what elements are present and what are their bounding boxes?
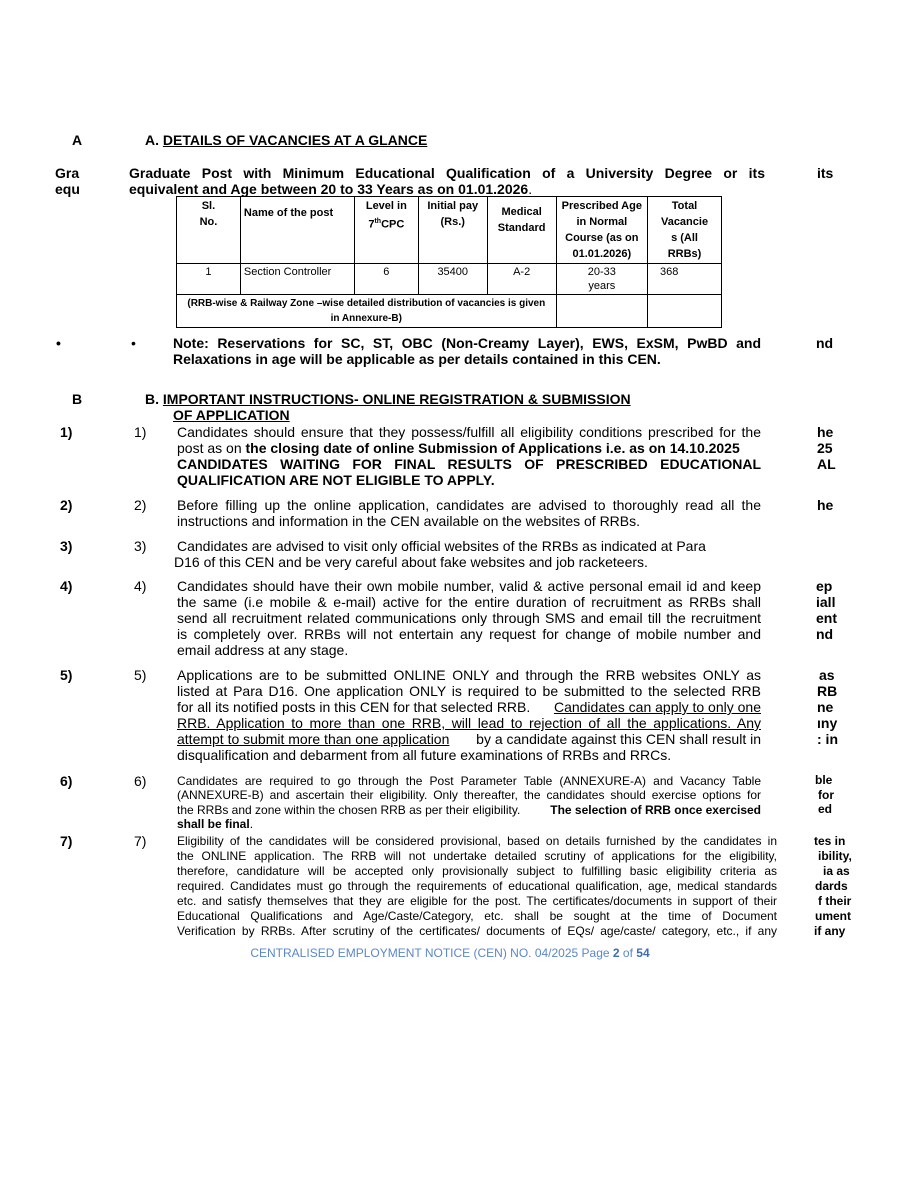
vacancy-table <box>176 196 722 328</box>
instruction-2-line1: Before filling up the online application, candidates are advised to thoroughly read all the <box>177 497 761 513</box>
ghost-num: 1) <box>60 424 73 440</box>
instruction-3-number: 3) <box>134 538 147 554</box>
instruction-5-line6: disqualification and debarment from all future examinations of RRBs and RRCs. <box>177 747 672 763</box>
ghost-text: f their <box>818 894 852 908</box>
col-header-total-vacancies <box>648 197 722 264</box>
instruction-text: post as on <box>177 440 246 456</box>
header-text: Total <box>671 200 698 212</box>
ghost-text: its <box>817 165 834 181</box>
intro-period: . <box>528 181 533 197</box>
cell-post-name: Section Controller <box>240 264 354 295</box>
header-text: Medical <box>501 206 542 218</box>
ghost-text: ibility, <box>818 849 852 863</box>
ghost-text: as <box>819 667 835 683</box>
instruction-bold-text: shall be final <box>177 817 250 831</box>
ghost-text: ia as <box>823 864 850 878</box>
instruction-7-line7: Verification by RRBs. After scrutiny of the certificates/ documents of EQs/ age/caste/ category, etc., if any <box>177 924 777 938</box>
instruction-1-line1: Candidates should ensure that they possess/fulfill all eligibility conditions prescribed for the <box>177 424 761 440</box>
ghost-text: RB <box>817 683 838 699</box>
instruction-4-line4: is completely over. RRBs will not entertain any request for change of mobile number and <box>177 626 761 642</box>
header-text: in Normal <box>576 216 628 228</box>
cell-prescribed-age <box>556 264 647 295</box>
header-text: Sl. <box>201 200 216 212</box>
instruction-3-line1: Candidates are advised to visit only official websites of the RRBs as indicated at Para <box>177 538 706 554</box>
header-text: (Rs.) <box>440 216 465 228</box>
instruction-text: for all its notified posts in this CEN for that selected RRB. <box>177 699 531 715</box>
section-b-title-line2: OF APPLICATION <box>173 407 290 423</box>
ghost-num: 2) <box>60 497 73 513</box>
instruction-6-number: 6) <box>134 773 147 789</box>
cell-medical-standard: A-2 <box>487 264 556 295</box>
ghost-text: ıny <box>817 715 838 731</box>
instruction-7-line3: therefore, candidature will be accepted only provisionally subject to fulfilling basic eligibility criteria as <box>177 864 777 878</box>
table-footnote-row <box>177 295 722 328</box>
bullet-icon: • <box>131 335 136 351</box>
ghost-section-letter-b: B <box>72 391 83 407</box>
instruction-5-number: 5) <box>134 667 147 683</box>
table-footnote <box>177 295 557 328</box>
header-text: 01.01.2026) <box>572 248 632 260</box>
cell-text: 20-33 <box>587 266 616 278</box>
instruction-bold-text: the closing date of online Submission of Applications i.e. as on 14.10.2025 <box>245 440 740 456</box>
col-header-post-name: Name of the post <box>240 197 354 264</box>
instruction-2-number: 2) <box>134 497 147 513</box>
instruction-5-line2: listed at Para D16. One application ONLY is required to be submitted to the selected RRB <box>177 683 761 699</box>
ghost-text: equ <box>55 181 80 197</box>
instruction-7-line1: Eligibility of the candidates will be considered provisional, based on details furnished by the candidates in <box>177 834 777 848</box>
ghost-text: ep <box>816 578 833 594</box>
col-header-initial-pay <box>418 197 487 264</box>
header-text: s (All <box>671 232 698 244</box>
ghost-text: nd <box>816 335 834 351</box>
header-text: Prescribed Age <box>561 200 642 212</box>
ghost-text: ne <box>817 699 834 715</box>
section-a-intro-line2 <box>129 181 532 197</box>
instruction-7-number: 7) <box>134 833 147 849</box>
header-text <box>358 214 415 233</box>
note-line2: Relaxations in age will be applicable as per details contained in this CEN. <box>173 351 661 367</box>
instruction-5-line4: RRB. Application to more than one RRB, will lead to rejection of all the applications. Any <box>177 715 761 731</box>
instruction-4-number: 4) <box>134 578 147 594</box>
header-text: 7 <box>368 218 375 231</box>
section-a-label: A. <box>145 132 159 148</box>
header-text: Initial pay <box>427 200 479 212</box>
instruction-2-line2: instructions and information in the CEN available on the websites of RRBs. <box>177 513 641 529</box>
ghost-text: iall <box>816 594 836 610</box>
ghost-text: ent <box>816 610 837 626</box>
header-text: Course (as on <box>565 232 639 244</box>
ghost-text: for <box>818 788 834 802</box>
section-a-intro-line1: Graduate Post with Minimum Educational Qualification of a University Degree or its <box>129 165 765 181</box>
instruction-7-line5: etc. and satisfy themselves that they are eligible for the post. The certificates/documents in support of their <box>177 894 777 908</box>
table-header-row <box>177 197 722 264</box>
section-b-title-line1: IMPORTANT INSTRUCTIONS- ONLINE REGISTRATION & SUBMISSION <box>162 391 631 407</box>
header-text: RRBs) <box>667 248 702 260</box>
section-b-label: B. <box>145 391 159 407</box>
header-sup: th <box>374 218 382 225</box>
instruction-underlined-text: attempt to submit more than one application <box>177 731 450 747</box>
ghost-bullet: • <box>56 335 61 351</box>
instruction-4-line1: Candidates should have their own mobile number, valid & active personal email id and keep <box>177 578 761 594</box>
header-text: No. <box>199 216 218 228</box>
ghost-section-letter-a: A <box>72 132 83 148</box>
cell-sl-no: 1 <box>177 264 241 295</box>
ghost-text: ble <box>815 773 833 787</box>
instruction-6-line1: Candidates are required to go through the Post Parameter Table (ANNEXURE-A) and Vacancy Table <box>177 774 761 788</box>
section-a-title: DETAILS OF VACANCIES AT A GLANCE <box>162 132 428 148</box>
instruction-bold-text: The selection of RRB once exercised <box>550 803 761 817</box>
ghost-num: 4) <box>60 578 73 594</box>
ghost-text: : in <box>817 731 838 747</box>
instruction-4-line5: email address at any stage. <box>177 642 349 658</box>
ghost-text: he <box>817 497 834 513</box>
ghost-text: if any <box>814 924 846 938</box>
instruction-6-line2: (ANNEXURE-B) and ascertain their eligibility. Only thereafter, the candidates should exercise options for <box>177 788 761 802</box>
header-text: Standard <box>497 222 546 234</box>
ghost-num: 3) <box>60 538 73 554</box>
instruction-7-line4: required. Candidates must go through the requirements of educational qualification, age, medical standards <box>177 879 777 893</box>
header-text: Vacancie <box>660 216 709 228</box>
footnote-text: (RRB-wise & Railway Zone –wise detailed distribution of vacancies is given <box>187 298 546 309</box>
section-b-heading <box>145 391 631 407</box>
instruction-5-line1: Applications are to be submitted ONLINE ONLY and through the RRB websites ONLY as <box>177 667 761 683</box>
footer-notice-text: CENTRALISED EMPLOYMENT NOTICE (CEN) NO. 04/2025 Page <box>250 946 613 960</box>
empty-cell <box>648 295 722 328</box>
instruction-1-line2 <box>177 440 740 456</box>
cell-level: 6 <box>354 264 418 295</box>
instruction-1-line4: QUALIFICATION ARE NOT ELIGIBLE TO APPLY. <box>177 472 495 488</box>
cell-initial-pay: 35400 <box>418 264 487 295</box>
ghost-text: ument <box>815 909 851 923</box>
ghost-text: he <box>817 424 834 440</box>
page-footer <box>0 946 900 960</box>
instruction-5-line3 <box>177 699 761 715</box>
empty-cell <box>556 295 647 328</box>
col-header-level <box>354 197 418 264</box>
header-text: Level in <box>365 200 407 212</box>
note-line1: Note: Reservations for SC, ST, OBC (Non-Creamy Layer), EWS, ExSM, PwBD and <box>173 335 761 351</box>
ghost-text: nd <box>816 626 834 642</box>
section-a-heading <box>145 132 427 148</box>
ghost-text: 25 <box>817 440 833 456</box>
ghost-text: tes in <box>814 834 846 848</box>
instruction-5-line5 <box>177 731 761 747</box>
ghost-num: 5) <box>60 667 73 683</box>
ghost-text: ed <box>818 802 833 816</box>
instruction-6-line4 <box>177 817 253 832</box>
col-header-medical <box>487 197 556 264</box>
instruction-3-line2: D16 of this CEN and be very careful about fake websites and job racketeers. <box>174 554 648 570</box>
instruction-7-line6: Educational Qualifications and Age/Caste/Category, etc. shall be sought at the time of Document <box>177 909 777 923</box>
cell-total-vacancies: 368 <box>648 264 722 295</box>
col-header-sl-no <box>177 197 241 264</box>
instruction-7-line2: the ONLINE application. The RRB will not undertake detailed scrutiny of applications for the eligibility, <box>177 849 777 863</box>
instruction-underlined-text: Candidates can apply to only one <box>553 699 761 715</box>
instruction-text: by a candidate against this CEN shall result in <box>476 731 761 747</box>
footer-page-number: 2 <box>612 946 620 960</box>
ghost-num: 7) <box>60 833 73 849</box>
footer-of-text: of <box>619 946 637 960</box>
ghost-text: Gra <box>55 165 80 181</box>
instruction-4-line3: send all recruitment related communications only through SMS and email till the recruitment <box>177 610 761 626</box>
table-row <box>177 264 722 295</box>
instruction-6-line3 <box>177 803 761 818</box>
cell-text: years <box>588 280 616 292</box>
footnote-text: in Annexure-B) <box>330 313 402 324</box>
instruction-text: the RRBs and zone within the chosen RRB as per their eligibility. <box>177 803 521 817</box>
instruction-text: . <box>249 817 254 831</box>
instruction-4-line2: the same (i.e mobile & e-mail) active for the entire duration of recruitment as RRBs shall <box>177 594 761 610</box>
footer-total-pages: 54 <box>636 946 650 960</box>
header-text: CPC <box>381 218 405 231</box>
ghost-text: dards <box>815 879 848 893</box>
ghost-text: AL <box>817 456 836 472</box>
col-header-prescribed-age <box>556 197 647 264</box>
intro-line2-text: equivalent and Age between 20 to 33 Years as on 01.01.2026 <box>129 181 529 197</box>
instruction-1-line3: CANDIDATES WAITING FOR FINAL RESULTS OF PRESCRIBED EDUCATIONAL <box>177 456 761 472</box>
ghost-num: 6) <box>60 773 73 789</box>
instruction-1-number: 1) <box>134 424 147 440</box>
